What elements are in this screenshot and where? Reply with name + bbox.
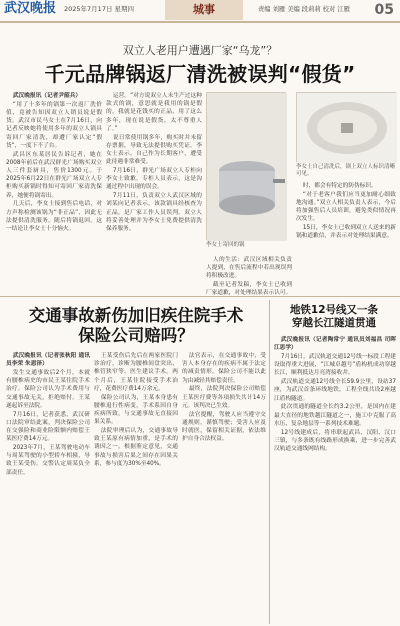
- article1-column-4: [296, 182, 396, 290]
- paragraph: 武昌区东某居民告诉记者，她在2008年前后在武汉群光广场购买双立人三件套厨具，售价1300元。于2025年6月22日在群光广场双立人专柜购买新锅时得知可寄回厂家清洗保养，她便将锅寄出。: [6, 151, 102, 199]
- masthead: [0, 0, 400, 30]
- paragraph: 王某受伤后先后在两家医院门诊治疗，诊断为腰椎间盘突出、椎管狭窄等。医生建议手术。两个月后，王某住院接受手术治疗，花费医疗费14万余元。: [94, 353, 178, 392]
- cookware-photo-illustration: [207, 93, 287, 241]
- paragraph: 15日，李女士已收到双立人送来的新锅和道歉信，并表示对处理结果满意。: [296, 225, 396, 240]
- paragraph: 说日常使用锅多年，购买时并未留存票据，导致无法提供购买凭证。李女士表示，自己作为长期客户，遭受此待遇非常难受。: [106, 134, 202, 166]
- page-number: 05: [374, 2, 394, 18]
- paragraph: 7月16日，记者获悉，武汉研口法院审结此案，判决保险公司在交强险和商业险限额内赔偿王某医疗费14万元。: [6, 411, 90, 443]
- article1-kicker: 双立人老用户遭遇厂家“乌龙”？: [122, 44, 278, 57]
- article1-caption-1: 李女士寄回的锅: [206, 242, 245, 248]
- paragraph: 截至记者发稿，李女士已收到厂家道歉，对处理结果表示认可。: [206, 282, 292, 297]
- paragraph: 人的生活：武汉区域相关负责人提到，在售后流程中若出现误判将积极改进。: [206, 257, 292, 280]
- paragraph: 发生交通事故后2个月，本就有腰椎病史的市民王某住院手术治疗。保险公司认为手术费用与交通事故无关，拒绝赔付。王某遂起诉至法院。: [6, 370, 90, 409]
- editor-credits: 责编 刘雁 美编 段莉莉 校对 江雁: [258, 6, 350, 13]
- paragraph: 武汉晚报讯（记者陶常宁 通讯员刘福昌 司晖 江思学）: [274, 337, 396, 352]
- paragraph: 7月11日，负责双立人武汉区域的刘某向记者表示，该款锅具经核查为正品，是厂家工作人员误判。双立人将妥善处理并为李女士免费提供清洗保养服务。: [106, 193, 202, 233]
- article1-column-2: [106, 92, 202, 290]
- article1-column-3: [206, 256, 292, 297]
- paragraph: 法官表示，在交通事故中，受害人本身存在的疾病不属于法定的减责情形。保险公司不能以此为由减轻其赔偿责任。: [182, 353, 266, 384]
- paragraph: 几天后，李女士接到售后电话，对方声称检测该锅为“非正品”，因此无法提供清洗服务，随后将锅退回。这一结论让李女士十分恼火。: [6, 201, 102, 233]
- paragraph: 此次贯通的隧道全长约3.2公里，是国内在建最大直径的地铁越江隧道之一，施工中克服了高水压、复杂地层等一系列技术难题。: [274, 404, 396, 427]
- section-divider: [0, 296, 400, 297]
- paragraph: 最终，法院判决保险公司赔偿王某医疗费等各项损失共计14万元。该判决已生效。: [182, 386, 266, 409]
- paragraph: 2023年7月，王某驾驶电动车与周某驾驶的小型轿车相撞，导致王某受伤。交警认定周某负全部责任。: [6, 445, 90, 476]
- paragraph: 时，都会有特定的防伪标识。: [302, 183, 377, 189]
- article3-title: [272, 304, 396, 330]
- article1-photo-logo: [296, 92, 396, 162]
- paragraph: 保险公司认为，王某本身患有腰椎退行性病变，手术系因自身疾病所致，与交通事故无直接因果关系。: [94, 394, 178, 426]
- article3-title-text: 地铁12号线又一条 穿越长江隧道贯通: [289, 304, 379, 329]
- article3-column-1: [274, 336, 396, 622]
- article1-caption-2: 李女士自己清洗后，锅上双立人标识清晰可见。: [296, 164, 396, 177]
- article2-column-1: [6, 352, 90, 622]
- column-divider: [269, 300, 270, 624]
- paragraph: 法院审理后认为，交通事故导致王某原有病情加重，是手术的诱因之一。根据鉴定意见，交通事故与损害后果之间存在因果关系，参与度为30%至40%。: [94, 428, 178, 467]
- article2-column-2: [94, 352, 178, 622]
- article1-title: 千元品牌锅返厂清洗被误判“假货”: [44, 62, 356, 86]
- article1-photo-pot: [206, 92, 286, 240]
- paragraph: 武汉晚报讯（记者张秋阳 通讯员李荣 朱恩泽）: [6, 353, 90, 368]
- paragraph: 7月16日，武汉轨道交通12号线一标段工程建设取得重大进展，“江城卓越号”盾构机成功穿越长江，顺利抵达月亮湾接收井。: [274, 354, 396, 377]
- paragraph: 武汉轨道交通12号线全长59.9公里，设站37座，为武汉首条环线地铁。工程全线共设2座越江盾构隧道。: [274, 379, 396, 402]
- article2-title: [6, 306, 266, 346]
- newspaper-logo: 武汉晚报: [4, 1, 57, 16]
- paragraph: “用了十多年的锅第一次返厂洗价值，竟被告知因双立人销员说是假货。武汉市民马女士在7月16日，向记者反映她将使用多年的双立人锅具寄回厂家清洗，却遭厂家认定“假货”，一度下不了台。: [6, 101, 102, 149]
- pot-logo-photo-illustration: [297, 93, 397, 163]
- paragraph: 运营。“对方说双立人未生产过这种款式的锅，意思就是我用的锅是假的。我就是花钱买的正品，用了这么多年，现在说是假货，太不尊重人了。”: [106, 93, 202, 132]
- paragraph: 武汉晚报讯（记者尹韶兵）: [12, 93, 82, 99]
- paragraph: 法官提醒，驾驶人应当遵守交通规则，谨慎驾驶；受害人应及时就医，保留相关证据，依法维护自身合法权益。: [182, 411, 266, 443]
- article2-title-text: 交通事故新伤加旧疾住院手术 保险公司赔吗？: [28, 306, 244, 345]
- header-rule: [0, 21, 400, 23]
- paragraph: 12号线建成后，将串联起武昌、汉阳、汉口三镇，与多条既有线路形成换乘，进一步完善武汉轨道交通线网结构。: [274, 429, 396, 453]
- paragraph: 7月16日，群光广场双立人专柜向李女士致歉，专柜人员表示，这是沟通过程中出现的误会。: [106, 168, 202, 191]
- issue-date: 2025年7月17日 星期四: [64, 5, 135, 13]
- paragraph: “对于老客户我们应当更加耐心细致地沟通。”双立人相关负责人表示，今后将加强售后人员培训，避免类似情况再次发生。: [296, 191, 396, 223]
- article2-column-3: [182, 352, 266, 622]
- article1-column-1: [6, 92, 102, 290]
- section-title: 城事: [165, 0, 243, 20]
